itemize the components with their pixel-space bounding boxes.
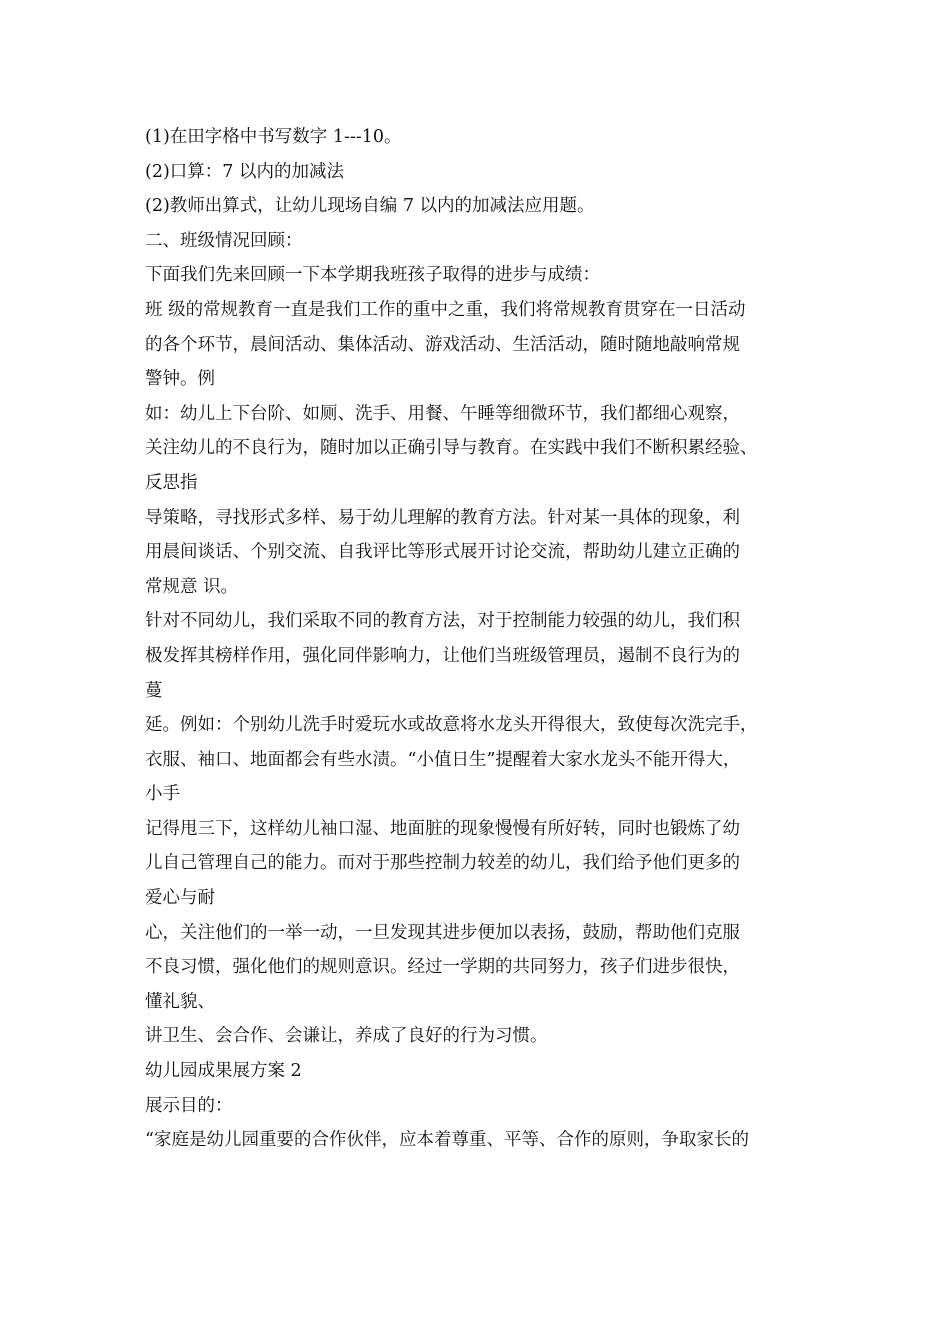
text-line: 记得甩三下，这样幼儿袖口湿、地面脏的现象慢慢有所好转，同时也锻炼了幼	[145, 818, 740, 839]
text-line: 心，关注他们的一举一动，一旦发现其进步便加以表扬，鼓励，帮助他们克服	[145, 922, 740, 943]
text-line: (1)在田字格中书写数字 1---10。	[145, 127, 402, 147]
text-line: 下面我们先来回顾一下本学期我班孩子取得的进步与成绩：	[145, 265, 600, 286]
text-line: 班 级的常规教育一直是我们工作的重中之重，我们将常规教育贯穿在一日活动	[145, 299, 746, 320]
document-title: 幼儿园成果展方案 2	[145, 1061, 302, 1082]
text-line: 讲卫生、会合作、会谦让，养成了良好的行为习惯。	[145, 1026, 548, 1047]
text-line: 爱心与耐	[145, 888, 215, 909]
text-line: 关注幼儿的不良行为，随时加以正确引导与教育。在实践中我们不断积累经验、	[145, 438, 758, 459]
text-line: “家庭是幼儿园重要的合作伙伴，应本着尊重、平等、合作的原则，争取家长的	[145, 1130, 749, 1151]
text-line: (2)教师出算式，让幼儿现场自编 7 以内的加减法应用题。	[145, 196, 595, 217]
text-line: 延。例如：个别幼儿洗手时爱玩水或故意将水龙头开得很大，致使每次洗完手，	[145, 715, 758, 736]
text-line: 懂礼貌、	[145, 991, 215, 1012]
text-line: 导策略，寻找形式多样、易于幼儿理解的教育方法。针对某一具体的现象，利	[145, 507, 740, 528]
document-body	[145, 120, 835, 1158]
text-line: 小手	[145, 784, 180, 805]
text-line: 儿自己管理自己的能力。而对于那些控制力较差的幼儿，我们给予他们更多的	[145, 853, 740, 874]
text-line: 蔓	[145, 680, 163, 701]
section-heading: 二、班级情况回顾：	[145, 230, 303, 251]
text-line: 极发挥其榜样作用，强化同伴影响力，让他们当班级管理员，遏制不良行为的	[145, 645, 740, 666]
text-line: 警钟。例	[145, 369, 215, 390]
text-line: 展示目的：	[145, 1095, 233, 1116]
text-line: 反思指	[145, 472, 198, 493]
text-line: 针对不同幼儿，我们采取不同的教育方法，对于控制能力较强的幼儿，我们积	[145, 611, 740, 632]
text-line: 常规意 识。	[145, 576, 239, 597]
text-line: 如：幼儿上下台阶、如厕、洗手、用餐、午睡等细微环节，我们都细心观察，	[145, 403, 740, 424]
text-line: 用晨间谈话、个别交流、自我评比等形式展开讨论交流，帮助幼儿建立正确的	[145, 542, 740, 563]
text-line: 衣服、袖口、地面都会有些水渍。“小值日生”提醒着大家水龙头不能开得大，	[145, 749, 741, 770]
text-line: 不良习惯，强化他们的规则意识。经过一学期的共同努力，孩子们进步很快，	[145, 957, 740, 978]
text-line: (2)口算：7 以内的加减法	[145, 161, 344, 182]
text-line: 的各个环节，晨间活动、集体活动、游戏活动、生活活动，随时随地敲响常规	[145, 334, 740, 355]
